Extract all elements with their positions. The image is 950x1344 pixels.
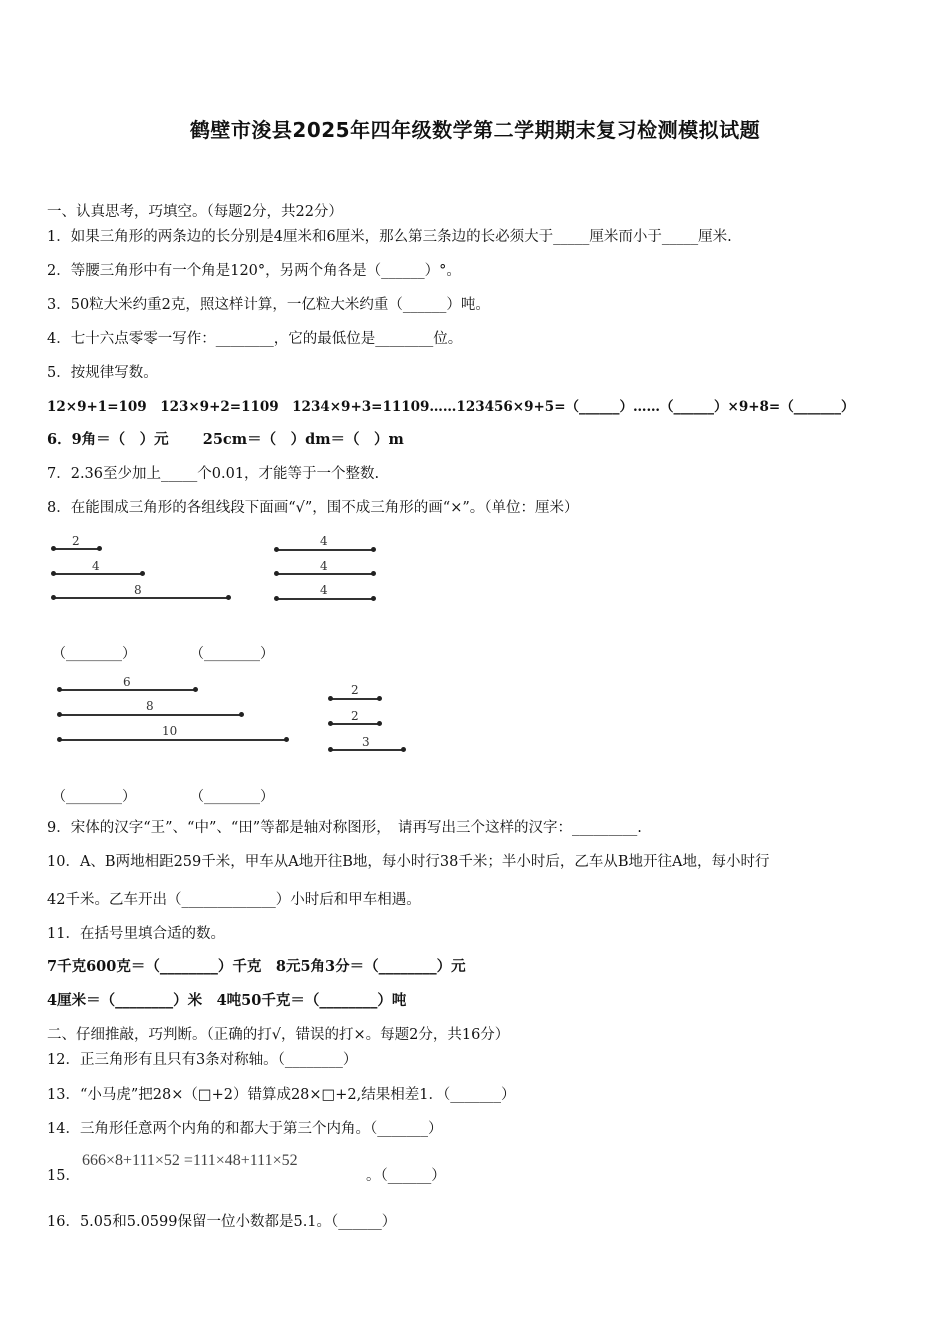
segment-endpoint	[284, 737, 289, 742]
segment-endpoint	[51, 546, 56, 551]
segment-endpoint	[57, 687, 62, 692]
segment-label: 10	[162, 724, 178, 738]
section1-heading: 一、认真思考，巧填空。（每题2分，共22分）	[47, 204, 343, 220]
segment-endpoint	[274, 571, 279, 576]
segment-line	[53, 597, 229, 599]
segment-line	[276, 598, 374, 600]
segment-label: 3	[362, 735, 370, 749]
segment-endpoint	[51, 571, 56, 576]
question-1: 1．如果三角形的两条边的长分别是4厘米和6厘米，那么第三条边的长必须大于_____厘米而小于_____厘米.	[47, 229, 732, 245]
segment-endpoint	[371, 571, 376, 576]
question-7: 7．2.36至少加上_____个0.01，才能等于一个整数.	[47, 466, 380, 482]
segment-endpoint	[328, 721, 333, 726]
segment-label: 2	[351, 709, 359, 723]
segment-line	[330, 698, 380, 700]
segment-endpoint	[51, 595, 56, 600]
question-5: 5．按规律写数。	[47, 365, 158, 381]
segment-endpoint	[401, 747, 406, 752]
answer-blank-4[interactable]: （________）	[190, 789, 274, 805]
question-8: 8．在能围成三角形的各组线段下面画“√”，围不成三角形的画“×”。（单位：厘米）	[47, 500, 579, 516]
question-9: 9．宋体的汉字“王”、“中”、“田”等都是轴对称图形， 请再写出三个这样的汉字：_________.	[47, 820, 642, 836]
question-11: 11．在括号里填合适的数。	[47, 926, 225, 942]
segment-endpoint	[57, 737, 62, 742]
answer-blank-3[interactable]: （________）	[52, 789, 136, 805]
segment-endpoint	[328, 747, 333, 752]
segment-line	[59, 689, 196, 691]
segment-line	[59, 714, 242, 716]
segment-label: 4	[320, 559, 328, 573]
question-10-line-2: 42千米。乙车开出（_____________）小时后和甲车相遇。	[47, 892, 421, 908]
question-5-sequence: 12×9+1=109 123×9+2=1109 1234×9+3=11109……123456×9+5=（______）……（______）×9+8=（_______）	[47, 399, 855, 415]
answer-blank-2[interactable]: （________）	[190, 646, 274, 662]
segment-endpoint	[193, 687, 198, 692]
question-15-answer: 。（______）	[366, 1168, 446, 1184]
question-12: 12．正三角形有且只有3条对称轴。（________）	[47, 1052, 358, 1068]
segment-endpoint	[239, 712, 244, 717]
segment-endpoint	[371, 547, 376, 552]
segment-line	[53, 548, 100, 550]
segment-line	[330, 749, 404, 751]
segment-endpoint	[226, 595, 231, 600]
question-10-line-1: 10．A、B两地相距259千米，甲车从A地开往B地，每小时行38千米；半小时后，乙车从B地开往A地，每小时行	[47, 854, 770, 870]
segment-label: 6	[123, 675, 131, 689]
question-15-formula: 666×8+111×52 =111×48+111×52	[82, 1152, 298, 1169]
segment-line	[276, 573, 374, 575]
segment-endpoint	[274, 547, 279, 552]
question-11-row-1: 7千克600克＝（________）千克 8元5角3分＝（________）元	[47, 958, 466, 975]
segment-label: 8	[134, 583, 142, 597]
question-16: 16．5.05和5.0599保留一位小数都是5.1。（______）	[47, 1214, 397, 1230]
answer-blank-1[interactable]: （________）	[52, 646, 136, 662]
segment-endpoint	[377, 696, 382, 701]
segment-label: 4	[92, 559, 100, 573]
segment-line	[276, 549, 374, 551]
segment-label: 8	[146, 699, 154, 713]
segment-line	[59, 739, 287, 741]
segment-line	[53, 573, 143, 575]
segment-endpoint	[97, 546, 102, 551]
question-2: 2．等腰三角形中有一个角是120°，另两个角各是（______）°。	[47, 263, 461, 279]
segment-label: 2	[351, 683, 359, 697]
page-title: 鹤壁市浚县2025年四年级数学第二学期期末复习检测模拟试题	[189, 118, 761, 142]
segment-endpoint	[140, 571, 145, 576]
segment-label: 2	[72, 534, 80, 548]
segment-label: 4	[320, 583, 328, 597]
question-13: 13．“小马虎”把28×（□+2）错算成28×□+2,结果相差1．（_______）	[47, 1087, 516, 1103]
question-15-number: 15．	[47, 1168, 80, 1184]
question-14: 14．三角形任意两个内角的和都大于第三个内角。（_______）	[47, 1121, 443, 1137]
segment-label: 4	[320, 534, 328, 548]
segment-line	[330, 723, 380, 725]
question-11-row-2: 4厘米＝（________）米 4吨50千克＝（________）吨	[47, 992, 407, 1009]
segment-endpoint	[328, 696, 333, 701]
segment-endpoint	[371, 596, 376, 601]
question-6: 6．9角＝（ ）元 25cm＝（ ）dm＝（ ）m	[47, 431, 404, 448]
segment-endpoint	[274, 596, 279, 601]
question-3: 3．50粒大米约重2克，照这样计算，一亿粒大米约重（______）吨。	[47, 297, 490, 313]
segment-endpoint	[377, 721, 382, 726]
section2-heading: 二、仔细推敲，巧判断。（正确的打√，错误的打×。每题2分，共16分）	[47, 1027, 510, 1043]
segment-endpoint	[57, 712, 62, 717]
question-4: 4．七十六点零零一写作：________，它的最低位是________位。	[47, 331, 463, 347]
